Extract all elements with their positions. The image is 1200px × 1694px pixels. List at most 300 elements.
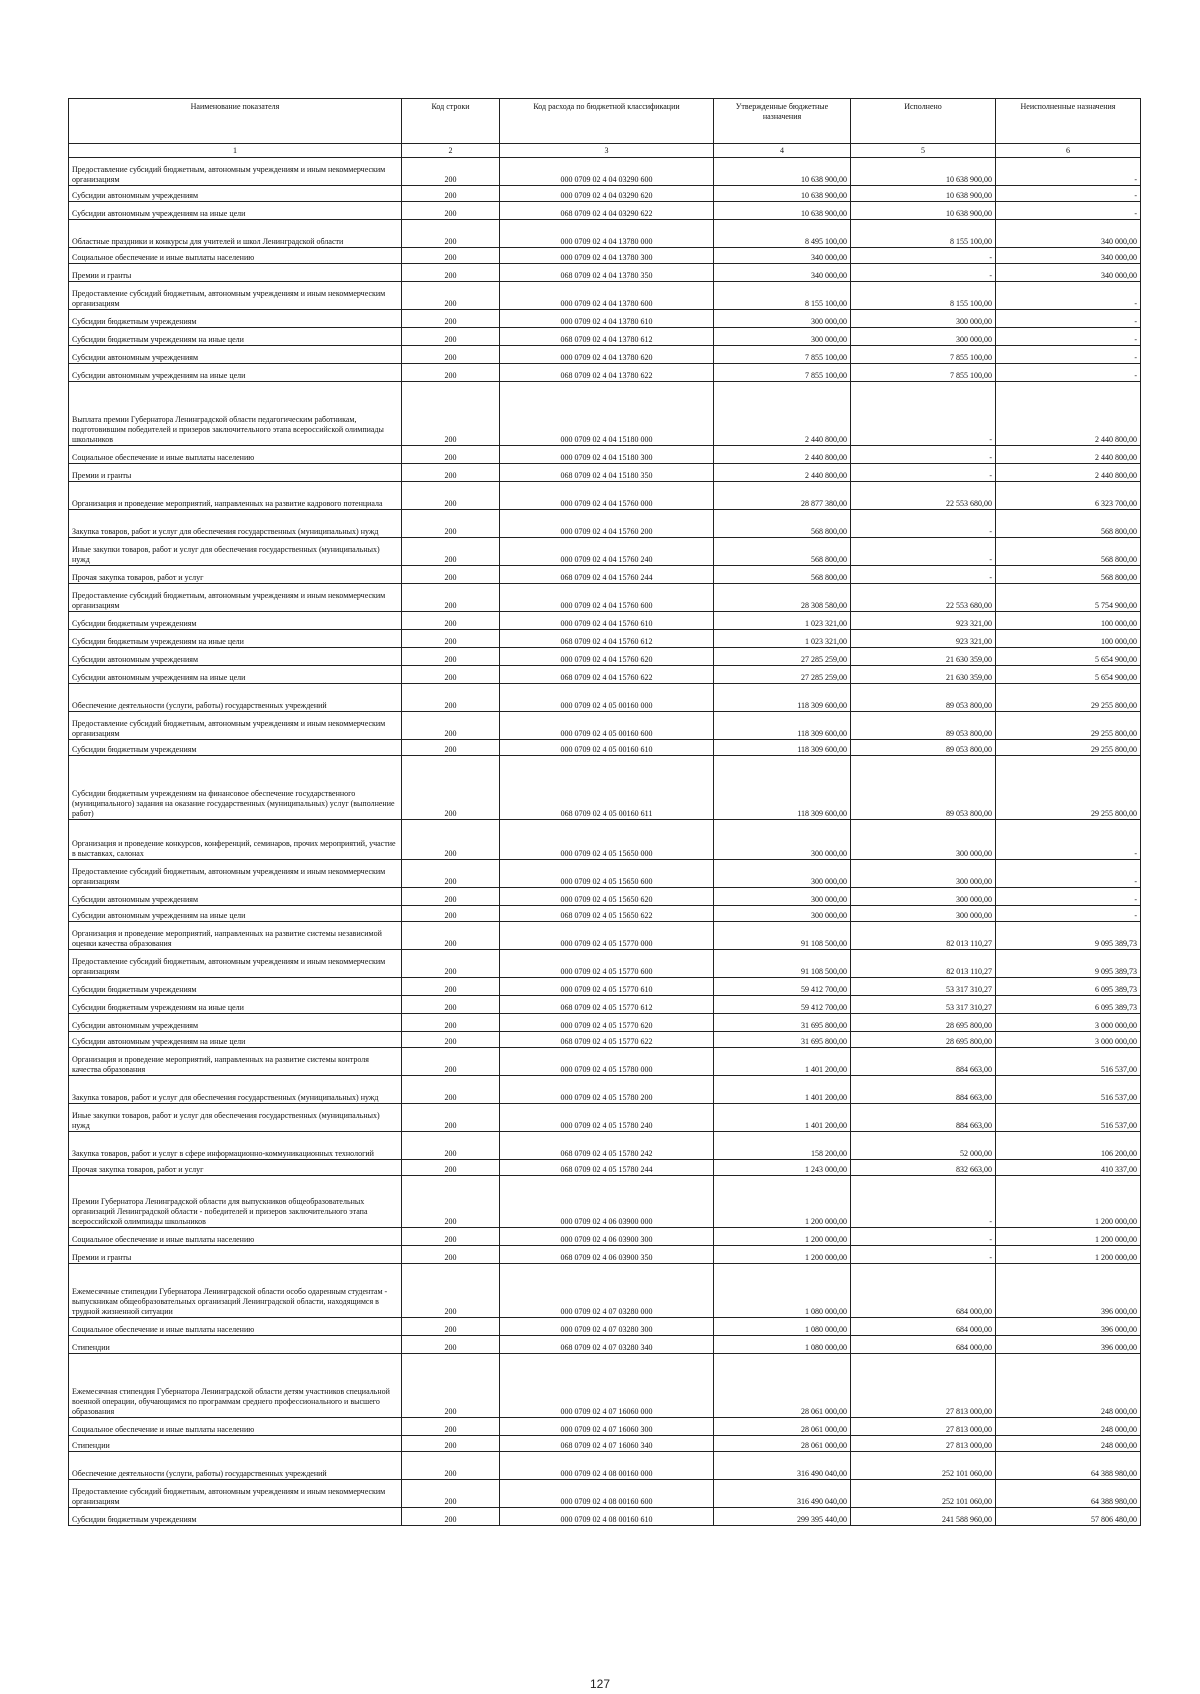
header-line-code: Код строки bbox=[402, 99, 500, 144]
row-line-code: 200 bbox=[402, 158, 500, 186]
row-name: Субсидии автономным учреждениям на иные цели bbox=[69, 1032, 402, 1048]
row-executed: 89 053 800,00 bbox=[851, 684, 996, 712]
row-approved: 2 440 800,00 bbox=[714, 382, 851, 446]
row-unexecuted: - bbox=[996, 202, 1141, 220]
row-name: Стипендии bbox=[69, 1436, 402, 1452]
row-approved: 300 000,00 bbox=[714, 820, 851, 860]
row-approved: 1 023 321,00 bbox=[714, 612, 851, 630]
table-row bbox=[69, 346, 1141, 364]
column-number: 6 bbox=[996, 144, 1141, 158]
row-budget-code: 000 0709 02 4 04 03290 620 bbox=[500, 186, 714, 202]
row-name: Предоставление субсидий бюджетным, автономным учреждениям и иным некоммерческим организациям bbox=[69, 860, 402, 888]
row-executed: - bbox=[851, 1246, 996, 1264]
row-name: Субсидии автономным учреждениям на иные цели bbox=[69, 906, 402, 922]
row-line-code: 200 bbox=[402, 820, 500, 860]
row-approved: 1 401 200,00 bbox=[714, 1104, 851, 1132]
budget-execution-table bbox=[68, 98, 1141, 1526]
row-line-code: 200 bbox=[402, 1104, 500, 1132]
row-line-code: 200 bbox=[402, 612, 500, 630]
row-unexecuted: 100 000,00 bbox=[996, 612, 1141, 630]
row-budget-code: 068 0709 02 4 07 03280 340 bbox=[500, 1336, 714, 1354]
table-row bbox=[69, 612, 1141, 630]
row-budget-code: 000 0709 02 4 06 03900 000 bbox=[500, 1176, 714, 1228]
row-budget-code: 000 0709 02 4 05 15780 240 bbox=[500, 1104, 714, 1132]
table-row bbox=[69, 220, 1141, 248]
row-executed: - bbox=[851, 538, 996, 566]
table-row bbox=[69, 820, 1141, 860]
table-row bbox=[69, 666, 1141, 684]
row-unexecuted: 410 337,00 bbox=[996, 1160, 1141, 1176]
row-name: Премии и гранты bbox=[69, 1246, 402, 1264]
row-name: Субсидии автономным учреждениям bbox=[69, 648, 402, 666]
table-row bbox=[69, 1246, 1141, 1264]
table-row bbox=[69, 712, 1141, 740]
row-name: Премии и гранты bbox=[69, 464, 402, 482]
row-executed: 22 553 680,00 bbox=[851, 482, 996, 510]
row-budget-code: 000 0709 02 4 05 00160 610 bbox=[500, 740, 714, 756]
row-approved: 2 440 800,00 bbox=[714, 464, 851, 482]
row-name: Субсидии бюджетным учреждениям bbox=[69, 612, 402, 630]
row-line-code: 200 bbox=[402, 202, 500, 220]
row-approved: 316 490 040,00 bbox=[714, 1480, 851, 1508]
row-name: Выплата премии Губернатора Ленинградской области педагогическим работникам, подготовившим победителей и призеров заключительного этапа всероссийской олимпиады школьников bbox=[69, 382, 402, 446]
row-name: Предоставление субсидий бюджетным, автономным учреждениям и иным некоммерческим организациям bbox=[69, 1480, 402, 1508]
row-budget-code: 000 0709 02 4 04 13780 300 bbox=[500, 248, 714, 264]
row-name: Стипендии bbox=[69, 1336, 402, 1354]
row-executed: 89 053 800,00 bbox=[851, 756, 996, 820]
row-budget-code: 000 0709 02 4 05 15650 000 bbox=[500, 820, 714, 860]
row-executed: - bbox=[851, 510, 996, 538]
row-executed: - bbox=[851, 464, 996, 482]
table-row bbox=[69, 382, 1141, 446]
row-executed: 684 000,00 bbox=[851, 1318, 996, 1336]
row-executed: 27 813 000,00 bbox=[851, 1354, 996, 1418]
row-line-code: 200 bbox=[402, 1176, 500, 1228]
row-line-code: 200 bbox=[402, 282, 500, 310]
table-row bbox=[69, 1508, 1141, 1526]
row-budget-code: 000 0709 02 4 07 16060 000 bbox=[500, 1354, 714, 1418]
row-line-code: 200 bbox=[402, 1160, 500, 1176]
row-line-code: 200 bbox=[402, 220, 500, 248]
row-approved: 7 855 100,00 bbox=[714, 364, 851, 382]
row-name: Организация и проведение мероприятий, направленных на развитие кадрового потенциала bbox=[69, 482, 402, 510]
row-budget-code: 000 0709 02 4 04 13780 610 bbox=[500, 310, 714, 328]
row-line-code: 200 bbox=[402, 906, 500, 922]
table-row bbox=[69, 906, 1141, 922]
row-name: Субсидии бюджетным учреждениям на иные цели bbox=[69, 996, 402, 1014]
row-line-code: 200 bbox=[402, 996, 500, 1014]
row-unexecuted: 6 323 700,00 bbox=[996, 482, 1141, 510]
row-name: Субсидии бюджетным учреждениям bbox=[69, 978, 402, 996]
row-approved: 1 401 200,00 bbox=[714, 1076, 851, 1104]
row-line-code: 200 bbox=[402, 538, 500, 566]
row-executed: - bbox=[851, 1228, 996, 1246]
row-budget-code: 000 0709 02 4 08 00160 610 bbox=[500, 1508, 714, 1526]
row-name: Субсидии автономным учреждениям bbox=[69, 1014, 402, 1032]
row-unexecuted: - bbox=[996, 310, 1141, 328]
row-unexecuted: 568 800,00 bbox=[996, 538, 1141, 566]
row-approved: 300 000,00 bbox=[714, 328, 851, 346]
row-approved: 59 412 700,00 bbox=[714, 978, 851, 996]
column-number: 4 bbox=[714, 144, 851, 158]
row-name: Социальное обеспечение и иные выплаты населению bbox=[69, 1228, 402, 1246]
row-approved: 158 200,00 bbox=[714, 1132, 851, 1160]
row-unexecuted: - bbox=[996, 820, 1141, 860]
row-executed: - bbox=[851, 248, 996, 264]
row-approved: 1 243 000,00 bbox=[714, 1160, 851, 1176]
table-row bbox=[69, 584, 1141, 612]
row-budget-code: 068 0709 02 4 04 13780 622 bbox=[500, 364, 714, 382]
row-line-code: 200 bbox=[402, 1032, 500, 1048]
row-unexecuted: 248 000,00 bbox=[996, 1354, 1141, 1418]
row-line-code: 200 bbox=[402, 364, 500, 382]
row-line-code: 200 bbox=[402, 186, 500, 202]
row-approved: 118 309 600,00 bbox=[714, 712, 851, 740]
row-unexecuted: - bbox=[996, 860, 1141, 888]
row-line-code: 200 bbox=[402, 1264, 500, 1318]
row-line-code: 200 bbox=[402, 1354, 500, 1418]
row-name: Субсидии автономным учреждениям bbox=[69, 346, 402, 364]
row-unexecuted: 396 000,00 bbox=[996, 1336, 1141, 1354]
row-unexecuted: 29 255 800,00 bbox=[996, 712, 1141, 740]
table-row bbox=[69, 630, 1141, 648]
row-name: Субсидии бюджетным учреждениям bbox=[69, 310, 402, 328]
row-name: Иные закупки товаров, работ и услуг для обеспечения государственных (муниципальных) нужд bbox=[69, 538, 402, 566]
table-row bbox=[69, 446, 1141, 464]
row-executed: 684 000,00 bbox=[851, 1336, 996, 1354]
row-name: Предоставление субсидий бюджетным, автономным учреждениям и иным некоммерческим организациям bbox=[69, 158, 402, 186]
row-unexecuted: 5 654 900,00 bbox=[996, 648, 1141, 666]
row-approved: 568 800,00 bbox=[714, 510, 851, 538]
row-line-code: 200 bbox=[402, 630, 500, 648]
row-approved: 2 440 800,00 bbox=[714, 446, 851, 464]
row-executed: 884 663,00 bbox=[851, 1076, 996, 1104]
table-row bbox=[69, 482, 1141, 510]
row-executed: 300 000,00 bbox=[851, 906, 996, 922]
row-approved: 568 800,00 bbox=[714, 538, 851, 566]
table-row bbox=[69, 1354, 1141, 1418]
row-budget-code: 000 0709 02 4 05 15650 620 bbox=[500, 888, 714, 906]
row-line-code: 200 bbox=[402, 464, 500, 482]
row-executed: 300 000,00 bbox=[851, 328, 996, 346]
row-line-code: 200 bbox=[402, 950, 500, 978]
row-name: Прочая закупка товаров, работ и услуг bbox=[69, 1160, 402, 1176]
row-budget-code: 068 0709 02 4 04 13780 350 bbox=[500, 264, 714, 282]
row-line-code: 200 bbox=[402, 1048, 500, 1076]
row-executed: 300 000,00 bbox=[851, 888, 996, 906]
row-approved: 340 000,00 bbox=[714, 264, 851, 282]
table-row bbox=[69, 1452, 1141, 1480]
row-unexecuted: - bbox=[996, 186, 1141, 202]
row-unexecuted: 568 800,00 bbox=[996, 566, 1141, 584]
header-indicator-name: Наименование показателя bbox=[69, 99, 402, 144]
row-line-code: 200 bbox=[402, 566, 500, 584]
row-approved: 299 395 440,00 bbox=[714, 1508, 851, 1526]
table-row bbox=[69, 1480, 1141, 1508]
row-executed: 21 630 359,00 bbox=[851, 648, 996, 666]
row-name: Закупка товаров, работ и услуг в сфере информационно-коммуникационных технологий bbox=[69, 1132, 402, 1160]
row-budget-code: 068 0709 02 4 06 03900 350 bbox=[500, 1246, 714, 1264]
row-unexecuted: 340 000,00 bbox=[996, 264, 1141, 282]
row-executed: 10 638 900,00 bbox=[851, 202, 996, 220]
row-budget-code: 000 0709 02 4 04 13780 000 bbox=[500, 220, 714, 248]
row-executed: 252 101 060,00 bbox=[851, 1452, 996, 1480]
row-unexecuted: 1 200 000,00 bbox=[996, 1228, 1141, 1246]
row-approved: 300 000,00 bbox=[714, 888, 851, 906]
table-row bbox=[69, 860, 1141, 888]
row-line-code: 200 bbox=[402, 1014, 500, 1032]
table-row bbox=[69, 1014, 1141, 1032]
row-line-code: 200 bbox=[402, 756, 500, 820]
row-approved: 10 638 900,00 bbox=[714, 158, 851, 186]
table-row bbox=[69, 1418, 1141, 1436]
row-line-code: 200 bbox=[402, 248, 500, 264]
row-executed: 27 813 000,00 bbox=[851, 1418, 996, 1436]
report-page bbox=[68, 98, 1140, 1526]
table-body bbox=[69, 158, 1141, 1526]
row-line-code: 200 bbox=[402, 328, 500, 346]
row-name: Премии и гранты bbox=[69, 264, 402, 282]
row-executed: 22 553 680,00 bbox=[851, 584, 996, 612]
row-budget-code: 068 0709 02 4 05 15780 242 bbox=[500, 1132, 714, 1160]
row-name: Предоставление субсидий бюджетным, автономным учреждениям и иным некоммерческим организациям bbox=[69, 584, 402, 612]
row-approved: 568 800,00 bbox=[714, 566, 851, 584]
row-approved: 1 080 000,00 bbox=[714, 1336, 851, 1354]
row-name: Субсидии автономным учреждениям на иные цели bbox=[69, 666, 402, 684]
table-row bbox=[69, 1436, 1141, 1452]
row-executed: 923 321,00 bbox=[851, 612, 996, 630]
row-budget-code: 000 0709 02 4 05 00160 000 bbox=[500, 684, 714, 712]
row-approved: 27 285 259,00 bbox=[714, 648, 851, 666]
table-row bbox=[69, 1076, 1141, 1104]
row-budget-code: 068 0709 02 4 05 15770 612 bbox=[500, 996, 714, 1014]
row-executed: - bbox=[851, 1176, 996, 1228]
row-unexecuted: 516 537,00 bbox=[996, 1048, 1141, 1076]
row-budget-code: 000 0709 02 4 04 13780 600 bbox=[500, 282, 714, 310]
row-approved: 1 200 000,00 bbox=[714, 1228, 851, 1246]
row-line-code: 200 bbox=[402, 446, 500, 464]
row-line-code: 200 bbox=[402, 310, 500, 328]
row-executed: 832 663,00 bbox=[851, 1160, 996, 1176]
row-name: Областные праздники и конкурсы для учителей и школ Ленинградской области bbox=[69, 220, 402, 248]
row-budget-code: 000 0709 02 4 05 15770 610 bbox=[500, 978, 714, 996]
row-executed: - bbox=[851, 446, 996, 464]
row-approved: 7 855 100,00 bbox=[714, 346, 851, 364]
row-name: Субсидии автономным учреждениям на иные цели bbox=[69, 364, 402, 382]
row-unexecuted: 396 000,00 bbox=[996, 1264, 1141, 1318]
row-unexecuted: 64 388 980,00 bbox=[996, 1480, 1141, 1508]
row-unexecuted: - bbox=[996, 364, 1141, 382]
row-budget-code: 068 0709 02 4 04 13780 612 bbox=[500, 328, 714, 346]
table-row bbox=[69, 328, 1141, 346]
row-line-code: 200 bbox=[402, 666, 500, 684]
row-name: Организация и проведение конкурсов, конференций, семинаров, прочих мероприятий, участие в выставках, салонах bbox=[69, 820, 402, 860]
table-row bbox=[69, 538, 1141, 566]
row-budget-code: 000 0709 02 4 04 03290 600 bbox=[500, 158, 714, 186]
row-unexecuted: 106 200,00 bbox=[996, 1132, 1141, 1160]
row-unexecuted: 6 095 389,73 bbox=[996, 996, 1141, 1014]
row-executed: 10 638 900,00 bbox=[851, 186, 996, 202]
table-row bbox=[69, 922, 1141, 950]
row-budget-code: 000 0709 02 4 04 15180 300 bbox=[500, 446, 714, 464]
row-unexecuted: 5 654 900,00 bbox=[996, 666, 1141, 684]
column-number: 3 bbox=[500, 144, 714, 158]
row-name: Обеспечение деятельности (услуги, работы) государственных учреждений bbox=[69, 1452, 402, 1480]
row-executed: 27 813 000,00 bbox=[851, 1436, 996, 1452]
row-unexecuted: - bbox=[996, 888, 1141, 906]
table-row bbox=[69, 364, 1141, 382]
row-line-code: 200 bbox=[402, 1508, 500, 1526]
row-approved: 28 061 000,00 bbox=[714, 1436, 851, 1452]
row-budget-code: 068 0709 02 4 04 15760 622 bbox=[500, 666, 714, 684]
row-executed: - bbox=[851, 382, 996, 446]
row-name: Закупка товаров, работ и услуг для обеспечения государственных (муниципальных) нужд bbox=[69, 1076, 402, 1104]
row-line-code: 200 bbox=[402, 648, 500, 666]
row-executed: - bbox=[851, 566, 996, 584]
row-budget-code: 000 0709 02 4 06 03900 300 bbox=[500, 1228, 714, 1246]
row-budget-code: 000 0709 02 4 04 13780 620 bbox=[500, 346, 714, 364]
row-executed: 300 000,00 bbox=[851, 820, 996, 860]
row-approved: 27 285 259,00 bbox=[714, 666, 851, 684]
row-unexecuted: - bbox=[996, 328, 1141, 346]
row-approved: 300 000,00 bbox=[714, 310, 851, 328]
row-approved: 31 695 800,00 bbox=[714, 1014, 851, 1032]
table-row bbox=[69, 310, 1141, 328]
row-unexecuted: - bbox=[996, 346, 1141, 364]
row-budget-code: 000 0709 02 4 05 00160 600 bbox=[500, 712, 714, 740]
row-budget-code: 000 0709 02 4 05 15780 000 bbox=[500, 1048, 714, 1076]
row-budget-code: 000 0709 02 4 04 15760 200 bbox=[500, 510, 714, 538]
row-approved: 31 695 800,00 bbox=[714, 1032, 851, 1048]
row-line-code: 200 bbox=[402, 978, 500, 996]
row-unexecuted: 2 440 800,00 bbox=[996, 446, 1141, 464]
row-executed: 7 855 100,00 bbox=[851, 346, 996, 364]
row-name: Социальное обеспечение и иные выплаты населению bbox=[69, 1418, 402, 1436]
row-budget-code: 000 0709 02 4 05 15770 620 bbox=[500, 1014, 714, 1032]
row-budget-code: 000 0709 02 4 05 15770 600 bbox=[500, 950, 714, 978]
table-row bbox=[69, 996, 1141, 1014]
row-name: Прочая закупка товаров, работ и услуг bbox=[69, 566, 402, 584]
row-line-code: 200 bbox=[402, 888, 500, 906]
row-unexecuted: 64 388 980,00 bbox=[996, 1452, 1141, 1480]
row-unexecuted: 516 537,00 bbox=[996, 1104, 1141, 1132]
row-approved: 28 061 000,00 bbox=[714, 1418, 851, 1436]
row-approved: 300 000,00 bbox=[714, 860, 851, 888]
row-unexecuted: - bbox=[996, 158, 1141, 186]
column-number: 2 bbox=[402, 144, 500, 158]
row-executed: 923 321,00 bbox=[851, 630, 996, 648]
row-executed: 7 855 100,00 bbox=[851, 364, 996, 382]
column-number-row bbox=[69, 144, 1141, 158]
row-budget-code: 000 0709 02 4 08 00160 000 bbox=[500, 1452, 714, 1480]
row-budget-code: 000 0709 02 4 07 16060 300 bbox=[500, 1418, 714, 1436]
row-name: Предоставление субсидий бюджетным, автономным учреждениям и иным некоммерческим организациям bbox=[69, 712, 402, 740]
row-name: Социальное обеспечение и иные выплаты населению bbox=[69, 1318, 402, 1336]
row-executed: - bbox=[851, 264, 996, 282]
row-approved: 316 490 040,00 bbox=[714, 1452, 851, 1480]
row-unexecuted: 1 200 000,00 bbox=[996, 1246, 1141, 1264]
row-unexecuted: 3 000 000,00 bbox=[996, 1014, 1141, 1032]
row-approved: 8 495 100,00 bbox=[714, 220, 851, 248]
row-unexecuted: 1 200 000,00 bbox=[996, 1176, 1141, 1228]
row-approved: 118 309 600,00 bbox=[714, 684, 851, 712]
row-line-code: 200 bbox=[402, 1132, 500, 1160]
row-executed: 884 663,00 bbox=[851, 1048, 996, 1076]
row-approved: 28 877 380,00 bbox=[714, 482, 851, 510]
table-row bbox=[69, 1264, 1141, 1318]
row-approved: 118 309 600,00 bbox=[714, 756, 851, 820]
row-unexecuted: - bbox=[996, 906, 1141, 922]
row-approved: 1 080 000,00 bbox=[714, 1264, 851, 1318]
row-name: Социальное обеспечение и иные выплаты населению bbox=[69, 248, 402, 264]
row-budget-code: 000 0709 02 4 05 15780 200 bbox=[500, 1076, 714, 1104]
row-line-code: 200 bbox=[402, 382, 500, 446]
row-approved: 1 023 321,00 bbox=[714, 630, 851, 648]
row-unexecuted: 340 000,00 bbox=[996, 248, 1141, 264]
row-approved: 91 108 500,00 bbox=[714, 922, 851, 950]
row-approved: 10 638 900,00 bbox=[714, 186, 851, 202]
row-budget-code: 068 0709 02 4 05 15650 622 bbox=[500, 906, 714, 922]
table-row bbox=[69, 510, 1141, 538]
table-row bbox=[69, 464, 1141, 482]
row-executed: 53 317 310,27 bbox=[851, 978, 996, 996]
row-line-code: 200 bbox=[402, 922, 500, 950]
row-name: Субсидии бюджетным учреждениям на финансовое обеспечение государственного (муниципального) задания на оказание государственных (муниципальных) услуг (выполнение работ) bbox=[69, 756, 402, 820]
row-unexecuted: 516 537,00 bbox=[996, 1076, 1141, 1104]
row-unexecuted: - bbox=[996, 282, 1141, 310]
row-name: Организация и проведение мероприятий, направленных на развитие системы независимой оценки качества образования bbox=[69, 922, 402, 950]
table-row bbox=[69, 566, 1141, 584]
row-line-code: 200 bbox=[402, 346, 500, 364]
table-row bbox=[69, 648, 1141, 666]
row-line-code: 200 bbox=[402, 482, 500, 510]
row-approved: 1 401 200,00 bbox=[714, 1048, 851, 1076]
row-budget-code: 068 0709 02 4 05 00160 611 bbox=[500, 756, 714, 820]
row-approved: 10 638 900,00 bbox=[714, 202, 851, 220]
row-executed: 28 695 800,00 bbox=[851, 1032, 996, 1048]
row-line-code: 200 bbox=[402, 1246, 500, 1264]
table-row bbox=[69, 1160, 1141, 1176]
row-unexecuted: 568 800,00 bbox=[996, 510, 1141, 538]
row-unexecuted: 396 000,00 bbox=[996, 1318, 1141, 1336]
row-executed: 21 630 359,00 bbox=[851, 666, 996, 684]
row-budget-code: 000 0709 02 4 07 03280 000 bbox=[500, 1264, 714, 1318]
row-name: Иные закупки товаров, работ и услуг для обеспечения государственных (муниципальных) нужд bbox=[69, 1104, 402, 1132]
row-unexecuted: 248 000,00 bbox=[996, 1418, 1141, 1436]
row-approved: 1 200 000,00 bbox=[714, 1246, 851, 1264]
table-row bbox=[69, 282, 1141, 310]
row-unexecuted: 57 806 480,00 bbox=[996, 1508, 1141, 1526]
row-unexecuted: 5 754 900,00 bbox=[996, 584, 1141, 612]
table-row bbox=[69, 1032, 1141, 1048]
header-unexecuted: Неисполненные назначения bbox=[996, 99, 1141, 144]
row-budget-code: 068 0709 02 4 05 15770 622 bbox=[500, 1032, 714, 1048]
row-budget-code: 068 0709 02 4 04 03290 622 bbox=[500, 202, 714, 220]
row-line-code: 200 bbox=[402, 264, 500, 282]
row-executed: 252 101 060,00 bbox=[851, 1480, 996, 1508]
table-row bbox=[69, 158, 1141, 186]
table-row bbox=[69, 978, 1141, 996]
row-unexecuted: 29 255 800,00 bbox=[996, 740, 1141, 756]
row-line-code: 200 bbox=[402, 1480, 500, 1508]
row-budget-code: 068 0709 02 4 07 16060 340 bbox=[500, 1436, 714, 1452]
column-number: 1 bbox=[69, 144, 402, 158]
row-unexecuted: 29 255 800,00 bbox=[996, 756, 1141, 820]
row-approved: 1 200 000,00 bbox=[714, 1176, 851, 1228]
row-executed: 241 588 960,00 bbox=[851, 1508, 996, 1526]
row-approved: 59 412 700,00 bbox=[714, 996, 851, 1014]
header-approved: Утвержденные бюджетные назначения bbox=[714, 99, 851, 144]
